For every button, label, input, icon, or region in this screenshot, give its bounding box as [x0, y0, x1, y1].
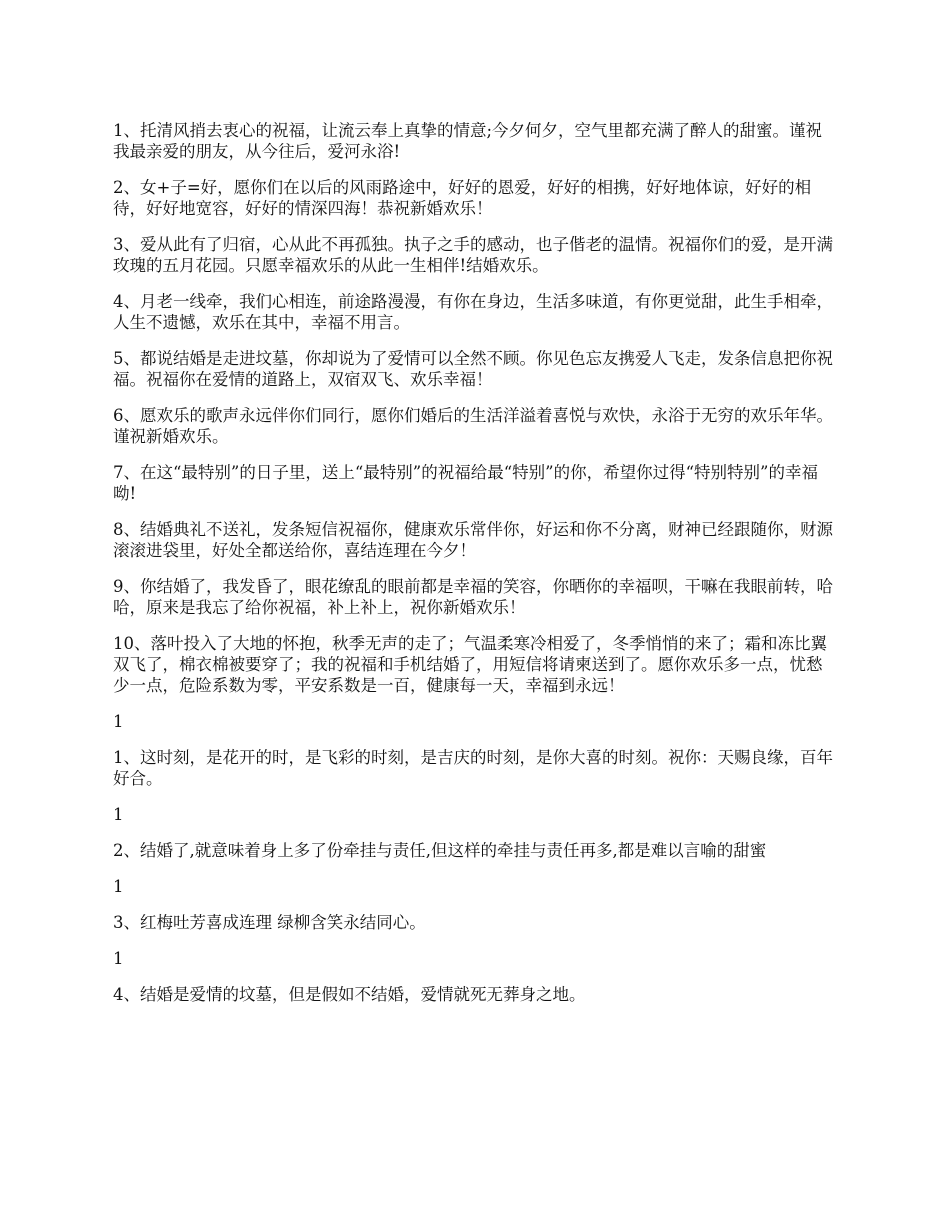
separator-number-2: 1: [113, 805, 124, 824]
paragraph-5: 5、都说结婚是走进坟墓，你却说为了爱情可以全然不顾。你见色忘友携爱人飞走，发条信息把你祝福。祝福你在爱情的道路上，双宿双飞、欢乐幸福！: [113, 349, 833, 389]
paragraph-6: 6、愿欢乐的歌声永远伴你们同行，愿你们婚后的生活洋溢着喜悦与欢快，永浴于无穷的欢乐年华。谨祝新婚欢乐。: [113, 406, 833, 446]
paragraph-10: 10、落叶投入了大地的怀抱，秋季无声的走了；气温柔寒冷相爱了，冬季悄悄的来了；霜和冻比翼双飞了，棉衣棉被要穿了；我的祝福和手机结婚了，用短信将请柬送到了。愿你欢乐多一点，忧愁少一点，危险系数为零，平安系数是一百，健康每一天，幸福到永远！: [113, 634, 827, 695]
paragraph-8: 8、结婚典礼不送礼，发条短信祝福你，健康欢乐常伴你，好运和你不分离，财神已经跟随你，财源滚滚进袋里，好处全都送给你，喜结连理在今夕！: [113, 520, 833, 560]
paragraph-7: 7、在这“最特别”的日子里，送上“最特别”的祝福给最“特别”的你，希望你过得“特别特别”的幸福呦!: [113, 463, 818, 503]
paragraph-3: 3、爱从此有了归宿，心从此不再孤独。执子之手的感动，也子偕老的温情。祝福你们的爱，是开满玫瑰的五月花园。只愿幸福欢乐的从此一生相伴!结婚欢乐。: [113, 235, 833, 275]
separator-number-4: 1: [113, 949, 124, 968]
paragraph-13: 3、红梅吐芳喜成连理 绿柳含笑永结同心。: [113, 913, 426, 932]
document-body: [113, 120, 835, 1020]
paragraph-9: 9、你结婚了，我发昏了，眼花缭乱的眼前都是幸福的笑容，你晒你的幸福呗，干嘛在我眼前转，哈哈，原来是我忘了给你祝福，补上补上，祝你新婚欢乐！: [113, 577, 833, 617]
paragraph-14: 4、结婚是爱情的坟墓，但是假如不结婚，爱情就死无葬身之地。: [113, 985, 586, 1004]
paragraph-2: 2、女+子=好，愿你们在以后的风雨路途中，好好的恩爱，好好的相携，好好地体谅，好好的相待，好好地宽容，好好的情深四海！恭祝新婚欢乐！: [113, 178, 812, 218]
paragraph-1: 1、托清风捎去衷心的祝福，让流云奉上真挚的情意;今夕何夕，空气里都充满了醉人的甜蜜。谨祝我最亲爱的朋友，从今往后，爱河永浴!: [113, 121, 823, 161]
paragraph-11: 1、这时刻，是花开的时，是飞彩的时刻，是吉庆的时刻，是你大喜的时刻。祝你：天赐良缘，百年好合。: [113, 748, 833, 788]
paragraph-4: 4、月老一线牵，我们心相连，前途路漫漫，有你在身边，生活多味道，有你更觉甜，此生手相牵，人生不遗憾，欢乐在其中，幸福不用言。: [113, 292, 833, 332]
separator-number-1: 1: [113, 712, 124, 731]
paragraph-12: 2、结婚了,就意味着身上多了份牵挂与责任,但这样的牵挂与责任再多,都是难以言喻的甜蜜: [113, 841, 767, 860]
separator-number-3: 1: [113, 877, 124, 896]
